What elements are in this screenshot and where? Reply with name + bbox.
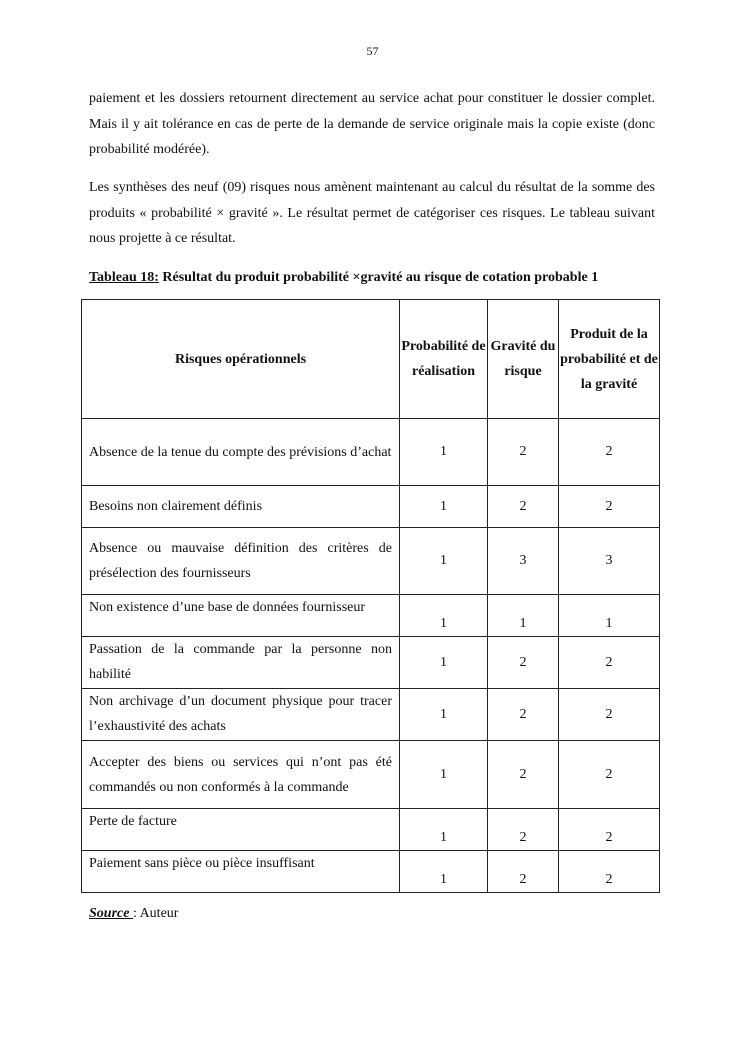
gravite-cell: 2 — [488, 851, 559, 893]
header-risques: Risques opérationnels — [82, 300, 400, 419]
gravite-cell: 2 — [488, 689, 559, 741]
gravite-cell: 2 — [488, 741, 559, 809]
produit-cell: 2 — [559, 637, 660, 689]
produit-cell: 3 — [559, 528, 660, 595]
gravite-cell: 2 — [488, 637, 559, 689]
table-row — [82, 528, 660, 595]
source-label: Source — [89, 906, 133, 921]
gravite-cell: 3 — [488, 528, 559, 595]
paragraph-1: paiement et les dossiers retournent directement au service achat pour constituer le dossier complet. Mais il y ait tolérance en cas de perte de la demande de service originale mais la copie existe (donc probabilité modérée). — [89, 91, 655, 157]
table-row — [82, 809, 660, 851]
risk-cell: Passation de la commande par la personne non habilité — [82, 637, 400, 689]
table-caption-text: Résultat du produit probabilité ×gravité au risque de cotation probable 1 — [158, 270, 599, 285]
table-row — [82, 419, 660, 486]
table-row — [82, 851, 660, 893]
produit-cell: 2 — [559, 419, 660, 486]
probabilite-cell: 1 — [400, 851, 488, 893]
risk-cell: Absence de la tenue du compte des prévisions d’achat — [82, 419, 400, 486]
risk-cell: Accepter des biens ou services qui n’ont pas été commandés ou non conformés à la commande — [82, 741, 400, 809]
header-probabilite: Probabilité de réalisation — [400, 300, 488, 419]
table-row — [82, 741, 660, 809]
risk-cell: Non existence d’une base de données fournisseur — [82, 595, 400, 637]
gravite-cell: 2 — [488, 486, 559, 528]
risk-cell: Perte de facture — [82, 809, 400, 851]
probabilite-cell: 1 — [400, 486, 488, 528]
header-gravite: Gravité du risque — [488, 300, 559, 419]
table-caption-label: Tableau 18: — [89, 270, 159, 285]
probabilite-cell: 1 — [400, 419, 488, 486]
probabilite-cell: 1 — [400, 741, 488, 809]
produit-cell: 2 — [559, 741, 660, 809]
risk-cell: Absence ou mauvaise définition des critères de présélection des fournisseurs — [82, 528, 400, 595]
produit-cell: 2 — [559, 851, 660, 893]
table-row — [82, 689, 660, 741]
probabilite-cell: 1 — [400, 809, 488, 851]
produit-cell: 2 — [559, 486, 660, 528]
source-note — [89, 906, 178, 922]
produit-cell: 2 — [559, 689, 660, 741]
source-text: : Auteur — [132, 906, 179, 921]
page-number: 57 — [366, 44, 379, 58]
gravite-cell: 2 — [488, 419, 559, 486]
probabilite-cell: 1 — [400, 637, 488, 689]
risk-cell: Paiement sans pièce ou pièce insuffisant — [82, 851, 400, 893]
gravite-cell: 1 — [488, 595, 559, 637]
table-row — [82, 637, 660, 689]
header-produit: Produit de la probabilité et de la gravité — [559, 300, 660, 419]
gravite-cell: 2 — [488, 809, 559, 851]
table-row — [82, 595, 660, 637]
produit-cell: 1 — [559, 595, 660, 637]
risk-table — [81, 299, 660, 893]
produit-cell: 2 — [559, 809, 660, 851]
risk-cell: Besoins non clairement définis — [82, 486, 400, 528]
paragraph-2: Les synthèses des neuf (09) risques nous amènent maintenant au calcul du résultat de la somme des produits « probabilité × gravité ». Le résultat permet de catégoriser ces risques. Le tableau suivant nous projette à ce résultat. — [89, 180, 655, 246]
table-row — [82, 486, 660, 528]
table-caption — [89, 270, 669, 286]
probabilite-cell: 1 — [400, 595, 488, 637]
risk-cell: Non archivage d’un document physique pour tracer l’exhaustivité des achats — [82, 689, 400, 741]
probabilite-cell: 1 — [400, 528, 488, 595]
probabilite-cell: 1 — [400, 689, 488, 741]
table-header-row — [82, 300, 660, 419]
